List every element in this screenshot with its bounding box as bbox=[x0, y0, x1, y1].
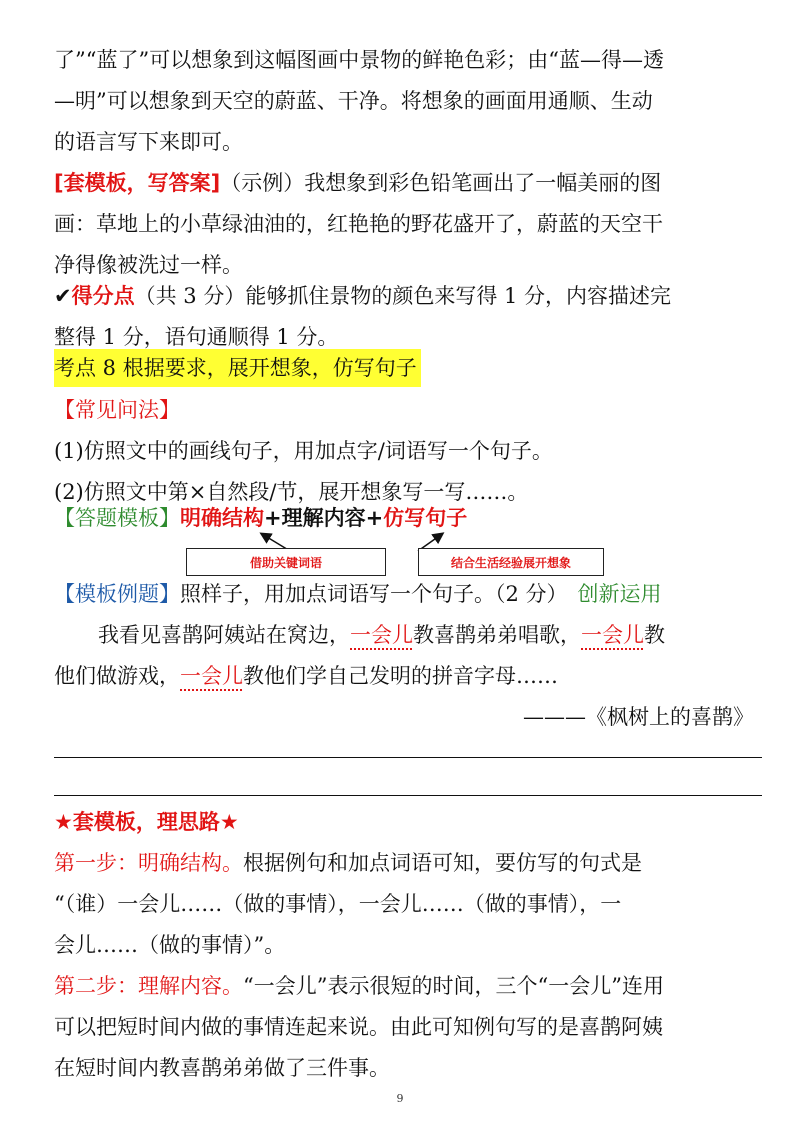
wenfa-title-text: 【常见问法】 bbox=[54, 398, 180, 422]
wenfa-question: (1)仿照文中的画线句子，用加点字/词语写一个句子。 bbox=[54, 439, 553, 463]
example-question-line bbox=[54, 574, 754, 615]
example-section bbox=[54, 574, 754, 738]
example-sentence-line bbox=[54, 615, 754, 656]
score-line bbox=[54, 276, 754, 317]
answer-text: （示例）我想象到彩色铅笔画出了一幅美丽的图 bbox=[220, 171, 662, 195]
step2-line bbox=[54, 966, 754, 1007]
keyword-dotted: 一会儿 bbox=[350, 623, 413, 647]
example-text: 教喜鹊弟弟唱歌， bbox=[413, 623, 581, 647]
divider-top bbox=[54, 757, 762, 758]
answer-tag: [套模板，写答案] bbox=[54, 171, 221, 195]
example-question: 照样子，用加点词语写一个句子。（2 分） bbox=[180, 582, 568, 606]
step1-line: “（谁）一会儿……（做的事情），一会儿……（做的事情），一 bbox=[54, 892, 622, 916]
score-paragraph bbox=[54, 276, 754, 358]
step1-line bbox=[54, 843, 754, 884]
muban-section bbox=[54, 498, 754, 539]
example-sentence-line bbox=[54, 656, 754, 697]
keyword-dotted: 一会儿 bbox=[180, 664, 243, 688]
wenfa-title bbox=[54, 390, 754, 431]
intro-line: 了”“蓝了”可以想象到这幅图画中景物的鲜艳色彩；由“蓝—得—透 bbox=[54, 48, 664, 72]
step2-label: 第二步：理解内容。 bbox=[54, 974, 243, 998]
muban-label: 【答题模板】 bbox=[54, 506, 180, 530]
answer-paragraph bbox=[54, 163, 754, 286]
step2-line: 可以把短时间内做的事情连起来说。由此可知例句写的是喜鹊阿姨 bbox=[54, 1015, 663, 1039]
kaodian-title: 考点 8 根据要求，展开想象，仿写句子 bbox=[54, 349, 421, 387]
silu-title: ★套模板，理思路★ bbox=[54, 810, 239, 834]
answer-line: 净得像被洗过一样。 bbox=[54, 253, 243, 277]
example-text: 他们做游戏， bbox=[54, 664, 180, 688]
muban-plus: +理解内容+ bbox=[264, 506, 384, 530]
wenfa-question: (2)仿照文中第×自然段/节，展开想象写一写……。 bbox=[54, 480, 529, 504]
intro-line: 的语言写下来即可。 bbox=[54, 130, 243, 154]
example-label: 【模板例题】 bbox=[54, 582, 180, 606]
score-text: （共 3 分）能够抓住景物的颜色来写得 1 分，内容描述完 bbox=[134, 284, 672, 308]
example-text: 教他们学自己发明的拼音字母…… bbox=[243, 664, 558, 688]
step1-label: 第一步：明确结构。 bbox=[54, 851, 243, 875]
hint-box-imagination: 结合生活经验展开想象 bbox=[418, 548, 604, 576]
silu-section bbox=[54, 802, 754, 1089]
example-source: ———《枫树上的喜鹊》 bbox=[523, 705, 754, 729]
example-tag: 创新运用 bbox=[577, 582, 662, 606]
muban-part1: 明确结构 bbox=[180, 506, 264, 530]
kaodian-heading bbox=[54, 348, 421, 389]
page-number: 9 bbox=[396, 1092, 404, 1105]
hint-box-keywords: 借助关键词语 bbox=[186, 548, 386, 576]
intro-line: —明”可以想象到天空的蔚蓝、干净。将想象的画面用通顺、生动 bbox=[54, 89, 653, 113]
step1-text: 根据例句和加点词语可知，要仿写的句式是 bbox=[243, 851, 642, 875]
step2-line: 在短时间内教喜鹊弟弟做了三件事。 bbox=[54, 1056, 390, 1080]
step1-line: 会儿……（做的事情）”。 bbox=[54, 933, 286, 957]
divider-bottom bbox=[54, 795, 762, 796]
silu-title-line bbox=[54, 802, 754, 843]
wenfa-section bbox=[54, 390, 754, 513]
score-label: 得分点 bbox=[71, 284, 135, 308]
answer-line: 画：草地上的小草绿油油的，红艳艳的野花盛开了，蔚蓝的天空干 bbox=[54, 212, 663, 236]
step2-text: “一会儿”表示很短的时间，三个“一会儿”连用 bbox=[243, 974, 664, 998]
example-text: 教 bbox=[644, 623, 665, 647]
muban-line bbox=[54, 498, 754, 539]
checkmark-icon: ✔ bbox=[54, 284, 72, 308]
answer-line bbox=[54, 163, 754, 204]
example-text: 我看见喜鹊阿姨站在窝边， bbox=[98, 623, 350, 647]
keyword-dotted: 一会儿 bbox=[581, 623, 644, 647]
score-line: 整得 1 分，语句通顺得 1 分。 bbox=[54, 325, 339, 349]
intro-paragraph bbox=[54, 40, 754, 163]
muban-part2: 仿写句子 bbox=[383, 506, 468, 530]
